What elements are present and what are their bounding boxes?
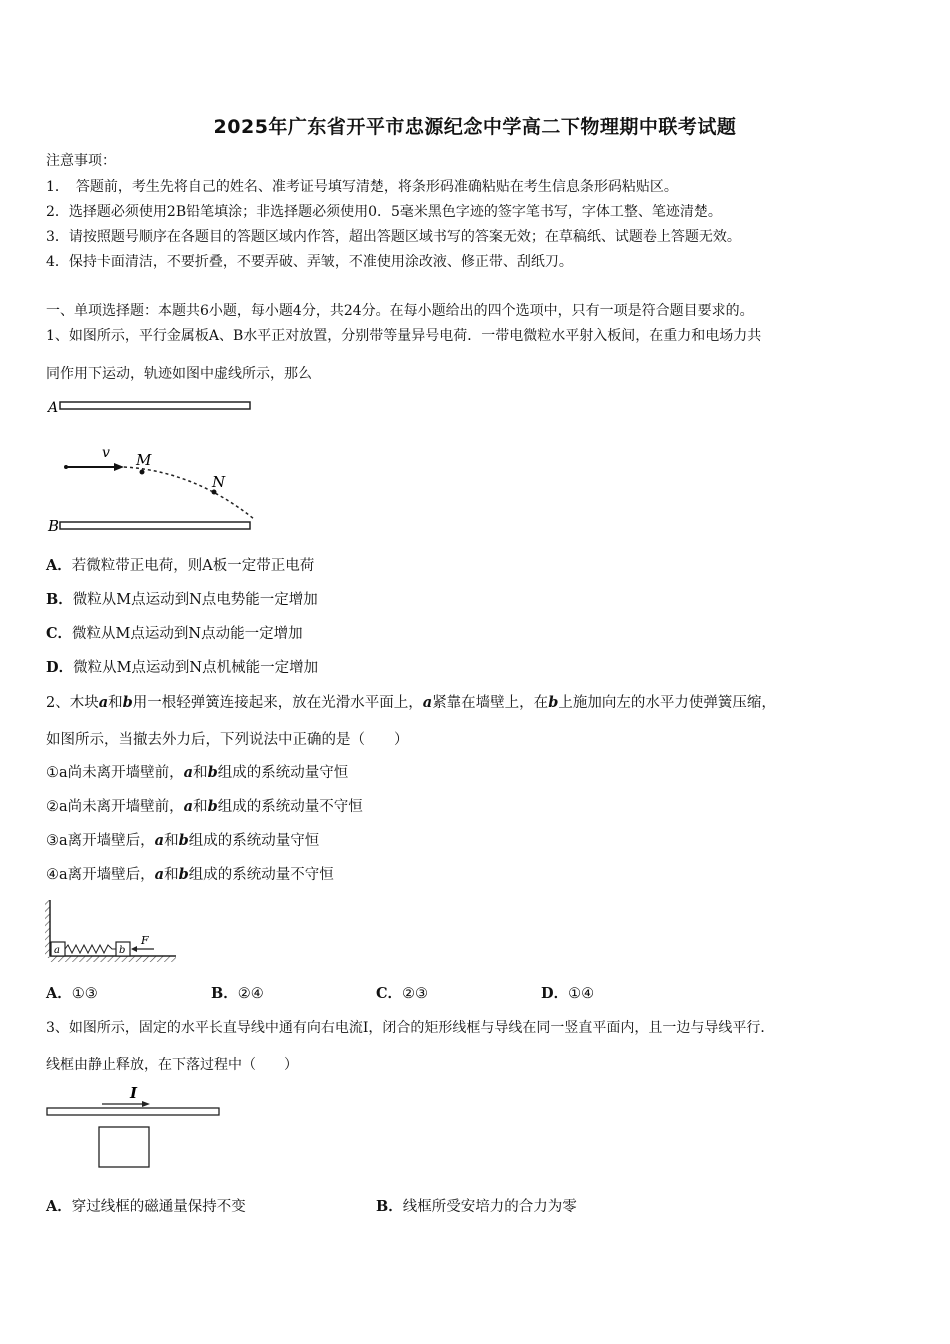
q3-option-b: B．线框所受安培力的合力为零 bbox=[376, 1198, 577, 1215]
q2-stem-line1: 2、木块a和b用一根轻弹簧连接起来，放在光滑水平面上，a紧靠在墙壁上，在b上施加向左的水平力使弹簧压缩， bbox=[46, 694, 776, 711]
point-n-label: N bbox=[212, 473, 226, 491]
current-label: I bbox=[130, 1084, 138, 1102]
plate-a-label: A bbox=[48, 400, 59, 416]
q2-option-b: B．②④ bbox=[211, 985, 264, 1002]
particle bbox=[64, 465, 68, 469]
force-arrowhead bbox=[131, 946, 137, 952]
velocity-arrowhead bbox=[114, 463, 124, 471]
q1-option-a: A．若微粒带正电荷，则A板一定带正电荷 bbox=[46, 557, 315, 574]
notice-item: 2．选择题必须使用2B铅笔填涂；非选择题必须使用0．5毫米黑色字迹的签字笔书写，字体工整、笔迹清楚。 bbox=[46, 204, 722, 220]
plate-a bbox=[60, 402, 250, 409]
current-arrowhead bbox=[142, 1101, 150, 1107]
section-heading: 一、单项选择题：本题共6小题，每小题4分，共24分。在每小题给出的四个选项中，只有一项是符合题目要求的。 bbox=[46, 303, 754, 319]
q2-figure bbox=[44, 898, 184, 968]
trajectory-path bbox=[124, 467, 254, 519]
q1-option-c: C．微粒从M点运动到N点动能一定增加 bbox=[46, 625, 303, 642]
q3-stem-line2: 线框由静止释放，在下落过程中（ ） bbox=[46, 1057, 298, 1073]
page-title: 2025年广东省开平市忠源纪念中学高二下物理期中联考试题 bbox=[213, 116, 737, 138]
rectangular-loop bbox=[99, 1127, 149, 1167]
plate-b bbox=[60, 522, 250, 529]
q2-stem-line2: 如图所示，当撤去外力后，下列说法中正确的是（ ） bbox=[46, 732, 409, 748]
notice-heading: 注意事项： bbox=[46, 153, 116, 169]
q2-statement: ②a尚未离开墙壁前，a和b组成的系统动量不守恒 bbox=[46, 798, 363, 815]
point-m bbox=[140, 470, 145, 475]
q2-option-d: D．①④ bbox=[541, 985, 595, 1002]
force-label: F bbox=[141, 934, 149, 947]
notice-item: 3．请按照题号顺序在各题目的答题区域内作答，超出答题区域书写的答案无效；在草稿纸、试题卷上答题无效。 bbox=[46, 229, 741, 245]
q1-option-b: B．微粒从M点运动到N点电势能一定增加 bbox=[46, 591, 318, 608]
spring bbox=[65, 945, 116, 953]
q2-option-c: C．②③ bbox=[376, 985, 429, 1002]
floor-hatch bbox=[50, 956, 176, 962]
plate-b-label: B bbox=[48, 517, 60, 535]
q1-option-d: D．微粒从M点运动到N点机械能一定增加 bbox=[46, 659, 319, 676]
q3-figure bbox=[44, 1084, 224, 1174]
q1-stem-line2: 同作用下运动，轨迹如图中虚线所示，那么 bbox=[46, 366, 312, 382]
notice-item: 1． 答题前，考生先将自己的姓名、准考证号填写清楚，将条形码准确粘贴在考生信息条形码粘贴区。 bbox=[46, 179, 678, 195]
q1-figure bbox=[44, 395, 264, 540]
block-a-label: a bbox=[54, 945, 60, 956]
q3-option-a: A．穿过线框的磁通量保持不变 bbox=[46, 1198, 246, 1215]
q2-statement: ④a离开墙壁后，a和b组成的系统动量不守恒 bbox=[46, 866, 334, 883]
point-m-label: M bbox=[136, 451, 152, 469]
q1-stem-line1: 1、如图所示，平行金属板A、B水平正对放置，分别带等量异号电荷．一带电微粒水平射入板间，在重力和电场力共 bbox=[46, 328, 762, 344]
velocity-label: v bbox=[102, 445, 110, 461]
notice-item: 4．保持卡面清洁，不要折叠，不要弄破、弄皱，不准使用涂改液、修正带、刮纸刀。 bbox=[46, 254, 573, 270]
q2-statement: ①a尚未离开墙壁前，a和b组成的系统动量守恒 bbox=[46, 764, 349, 781]
q2-statement: ③a离开墙壁后，a和b组成的系统动量守恒 bbox=[46, 832, 320, 849]
q2-option-a: A．①③ bbox=[46, 985, 98, 1002]
q3-stem-line1: 3、如图所示，固定的水平长直导线中通有向右电流I，闭合的矩形线框与导线在同一竖直平面内，且一边与导线平行． bbox=[46, 1020, 775, 1036]
block-b-label: b bbox=[119, 945, 126, 956]
straight-wire bbox=[47, 1108, 219, 1115]
